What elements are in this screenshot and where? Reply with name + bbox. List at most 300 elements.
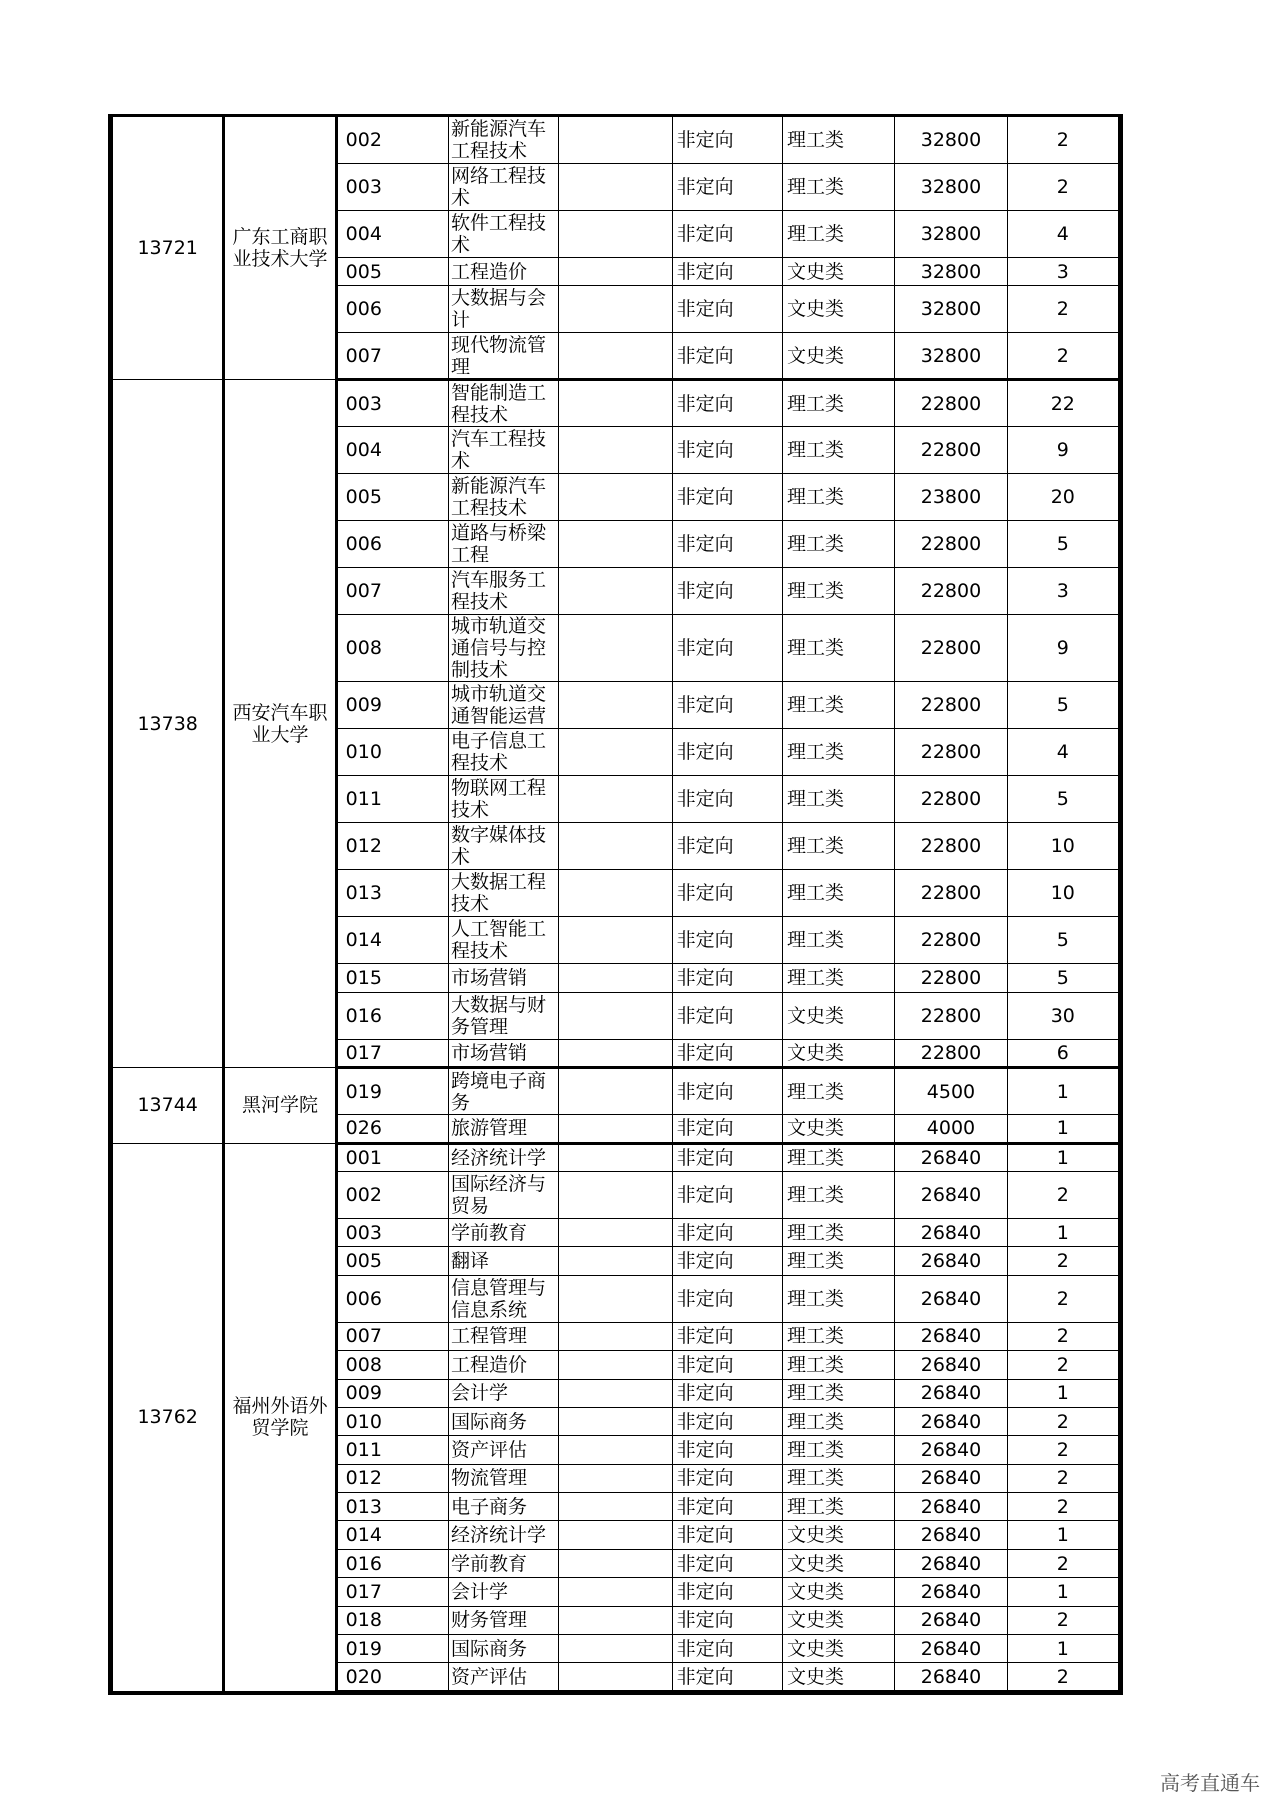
major-name: 城市轨道交通信号与控制技术: [448, 615, 558, 682]
major-code: 011: [336, 776, 448, 823]
category: 理工类: [782, 568, 894, 615]
direction: 非定向: [672, 1635, 782, 1663]
plan-count: 1: [1007, 1068, 1119, 1115]
plan-count: 9: [1007, 615, 1119, 682]
major-name: 翻译: [448, 1247, 558, 1275]
tuition-fee: 32800: [895, 333, 1007, 380]
major-name: 物流管理: [448, 1464, 558, 1492]
category: 理工类: [782, 1247, 894, 1275]
institution-name: 广东工商职业技术大学: [224, 117, 336, 380]
major-name: 数字媒体技术: [448, 823, 558, 870]
major-name: 道路与桥梁工程: [448, 521, 558, 568]
direction: 非定向: [672, 380, 782, 427]
direction: 非定向: [672, 164, 782, 211]
major-name: 大数据与会计: [448, 286, 558, 333]
major-name: 市场营销: [448, 964, 558, 992]
major-name: 城市轨道交通智能运营: [448, 682, 558, 729]
plan-count: 9: [1007, 427, 1119, 474]
remark-cell: [559, 1493, 672, 1521]
direction: 非定向: [672, 1171, 782, 1218]
major-name: 大数据与财务管理: [448, 992, 558, 1039]
remark-cell: [559, 333, 672, 380]
tuition-fee: 26840: [895, 1143, 1007, 1171]
direction: 非定向: [672, 682, 782, 729]
major-code: 016: [336, 1549, 448, 1577]
direction: 非定向: [672, 917, 782, 964]
category: 文史类: [782, 992, 894, 1039]
tuition-fee: 26840: [895, 1464, 1007, 1492]
remark-cell: [559, 211, 672, 258]
remark-cell: [559, 1322, 672, 1350]
plan-count: 30: [1007, 992, 1119, 1039]
major-code: 003: [336, 380, 448, 427]
direction: 非定向: [672, 1663, 782, 1691]
tuition-fee: 26840: [895, 1407, 1007, 1435]
remark-cell: [559, 776, 672, 823]
category: 文史类: [782, 1578, 894, 1606]
tuition-fee: 22800: [895, 1039, 1007, 1067]
tuition-fee: 32800: [895, 286, 1007, 333]
tuition-fee: 22800: [895, 682, 1007, 729]
category: 理工类: [782, 1322, 894, 1350]
category: 理工类: [782, 682, 894, 729]
direction: 非定向: [672, 211, 782, 258]
category: 理工类: [782, 1464, 894, 1492]
remark-cell: [559, 1351, 672, 1379]
tuition-fee: 26840: [895, 1635, 1007, 1663]
category: 理工类: [782, 870, 894, 917]
major-name: 新能源汽车工程技术: [448, 117, 558, 164]
tuition-fee: 22800: [895, 615, 1007, 682]
major-name: 经济统计学: [448, 1143, 558, 1171]
plan-count: 1: [1007, 1635, 1119, 1663]
direction: 非定向: [672, 1247, 782, 1275]
category: 理工类: [782, 474, 894, 521]
category: 理工类: [782, 1493, 894, 1521]
plan-count: 2: [1007, 1322, 1119, 1350]
major-name: 国际商务: [448, 1635, 558, 1663]
major-name: 软件工程技术: [448, 211, 558, 258]
category: 理工类: [782, 1218, 894, 1246]
major-name: 国际商务: [448, 1407, 558, 1435]
plan-count: 4: [1007, 729, 1119, 776]
major-code: 018: [336, 1606, 448, 1634]
major-name: 现代物流管理: [448, 333, 558, 380]
category: 文史类: [782, 333, 894, 380]
major-code: 003: [336, 164, 448, 211]
category: 理工类: [782, 211, 894, 258]
major-code: 015: [336, 964, 448, 992]
remark-cell: [559, 682, 672, 729]
plan-count: 1: [1007, 1578, 1119, 1606]
category: 理工类: [782, 1171, 894, 1218]
category: 理工类: [782, 917, 894, 964]
enrollment-plan-table: [110, 116, 1121, 1693]
category: 理工类: [782, 1068, 894, 1115]
remark-cell: [559, 1578, 672, 1606]
direction: 非定向: [672, 992, 782, 1039]
major-code: 013: [336, 870, 448, 917]
major-name: 国际经济与贸易: [448, 1171, 558, 1218]
plan-count: 2: [1007, 1493, 1119, 1521]
plan-count: 2: [1007, 1606, 1119, 1634]
plan-count: 1: [1007, 1115, 1119, 1143]
remark-cell: [559, 164, 672, 211]
tuition-fee: 4000: [895, 1115, 1007, 1143]
remark-cell: [559, 1039, 672, 1067]
major-name: 电子信息工程技术: [448, 729, 558, 776]
remark-cell: [559, 427, 672, 474]
major-code: 026: [336, 1115, 448, 1143]
remark-cell: [559, 1436, 672, 1464]
plan-count: 2: [1007, 286, 1119, 333]
plan-count: 3: [1007, 568, 1119, 615]
major-name: 电子商务: [448, 1493, 558, 1521]
major-code: 014: [336, 1521, 448, 1549]
institution-name: 黑河学院: [224, 1068, 336, 1143]
major-name: 会计学: [448, 1578, 558, 1606]
major-name: 物联网工程技术: [448, 776, 558, 823]
plan-count: 2: [1007, 1351, 1119, 1379]
category: 理工类: [782, 615, 894, 682]
category: 理工类: [782, 729, 894, 776]
plan-count: 2: [1007, 164, 1119, 211]
plan-count: 2: [1007, 1275, 1119, 1322]
major-code: 019: [336, 1635, 448, 1663]
major-code: 009: [336, 682, 448, 729]
direction: 非定向: [672, 1115, 782, 1143]
plan-count: 2: [1007, 1549, 1119, 1577]
table-row: [112, 1068, 1120, 1115]
category: 文史类: [782, 1521, 894, 1549]
tuition-fee: 23800: [895, 474, 1007, 521]
tuition-fee: 26840: [895, 1351, 1007, 1379]
tuition-fee: 22800: [895, 568, 1007, 615]
major-code: 005: [336, 258, 448, 286]
direction: 非定向: [672, 1322, 782, 1350]
tuition-fee: 22800: [895, 729, 1007, 776]
category: 理工类: [782, 1379, 894, 1407]
remark-cell: [559, 1218, 672, 1246]
major-code: 007: [336, 1322, 448, 1350]
major-code: 010: [336, 729, 448, 776]
category: 文史类: [782, 1039, 894, 1067]
institution-name: 西安汽车职业大学: [224, 380, 336, 1068]
direction: 非定向: [672, 1493, 782, 1521]
tuition-fee: 26840: [895, 1549, 1007, 1577]
major-code: 019: [336, 1068, 448, 1115]
major-code: 013: [336, 1493, 448, 1521]
remark-cell: [559, 1521, 672, 1549]
major-code: 003: [336, 1218, 448, 1246]
category: 理工类: [782, 964, 894, 992]
category: 理工类: [782, 117, 894, 164]
remark-cell: [559, 1275, 672, 1322]
tuition-fee: 26840: [895, 1322, 1007, 1350]
direction: 非定向: [672, 1351, 782, 1379]
remark-cell: [559, 1407, 672, 1435]
category: 理工类: [782, 1275, 894, 1322]
major-name: 跨境电子商务: [448, 1068, 558, 1115]
table-row: [112, 117, 1120, 164]
plan-count: 2: [1007, 1464, 1119, 1492]
plan-count: 2: [1007, 1171, 1119, 1218]
category: 理工类: [782, 1351, 894, 1379]
direction: 非定向: [672, 1379, 782, 1407]
major-name: 大数据工程技术: [448, 870, 558, 917]
plan-count: 2: [1007, 1436, 1119, 1464]
major-code: 004: [336, 427, 448, 474]
institution-code: 13744: [112, 1068, 224, 1143]
remark-cell: [559, 1379, 672, 1407]
remark-cell: [559, 1663, 672, 1691]
major-name: 信息管理与信息系统: [448, 1275, 558, 1322]
remark-cell: [559, 1143, 672, 1171]
major-name: 智能制造工程技术: [448, 380, 558, 427]
major-code: 002: [336, 1171, 448, 1218]
major-code: 007: [336, 333, 448, 380]
major-code: 006: [336, 521, 448, 568]
plan-count: 2: [1007, 117, 1119, 164]
table-row: [112, 380, 1120, 427]
major-name: 会计学: [448, 1379, 558, 1407]
tuition-fee: 32800: [895, 164, 1007, 211]
remark-cell: [559, 917, 672, 964]
direction: 非定向: [672, 1521, 782, 1549]
major-name: 经济统计学: [448, 1521, 558, 1549]
direction: 非定向: [672, 258, 782, 286]
plan-count: 1: [1007, 1218, 1119, 1246]
tuition-fee: 26840: [895, 1171, 1007, 1218]
category: 文史类: [782, 258, 894, 286]
direction: 非定向: [672, 615, 782, 682]
tuition-fee: 26840: [895, 1247, 1007, 1275]
watermark: 高考直通车: [1160, 1771, 1260, 1795]
plan-count: 10: [1007, 870, 1119, 917]
tuition-fee: 32800: [895, 117, 1007, 164]
major-code: 004: [336, 211, 448, 258]
direction: 非定向: [672, 1578, 782, 1606]
plan-count: 1: [1007, 1379, 1119, 1407]
major-name: 工程管理: [448, 1322, 558, 1350]
major-code: 020: [336, 1663, 448, 1691]
plan-count: 5: [1007, 964, 1119, 992]
direction: 非定向: [672, 474, 782, 521]
plan-count: 5: [1007, 682, 1119, 729]
category: 文史类: [782, 1115, 894, 1143]
major-name: 财务管理: [448, 1606, 558, 1634]
remark-cell: [559, 117, 672, 164]
remark-cell: [559, 1635, 672, 1663]
major-name: 工程造价: [448, 1351, 558, 1379]
remark-cell: [559, 380, 672, 427]
tuition-fee: 26840: [895, 1436, 1007, 1464]
direction: 非定向: [672, 1549, 782, 1577]
institution-code: 13762: [112, 1143, 224, 1691]
direction: 非定向: [672, 870, 782, 917]
tuition-fee: 26840: [895, 1218, 1007, 1246]
category: 文史类: [782, 1549, 894, 1577]
category: 理工类: [782, 1143, 894, 1171]
plan-count: 1: [1007, 1143, 1119, 1171]
tuition-fee: 4500: [895, 1068, 1007, 1115]
major-code: 006: [336, 286, 448, 333]
tuition-fee: 26840: [895, 1663, 1007, 1691]
category: 理工类: [782, 380, 894, 427]
direction: 非定向: [672, 117, 782, 164]
remark-cell: [559, 1068, 672, 1115]
major-code: 011: [336, 1436, 448, 1464]
remark-cell: [559, 1171, 672, 1218]
major-name: 学前教育: [448, 1218, 558, 1246]
major-name: 网络工程技术: [448, 164, 558, 211]
direction: 非定向: [672, 1218, 782, 1246]
tuition-fee: 22800: [895, 992, 1007, 1039]
direction: 非定向: [672, 1407, 782, 1435]
tuition-fee: 32800: [895, 211, 1007, 258]
plan-count: 2: [1007, 333, 1119, 380]
major-code: 014: [336, 917, 448, 964]
major-code: 008: [336, 615, 448, 682]
major-code: 006: [336, 1275, 448, 1322]
major-code: 002: [336, 117, 448, 164]
major-code: 005: [336, 474, 448, 521]
remark-cell: [559, 521, 672, 568]
plan-count: 2: [1007, 1663, 1119, 1691]
tuition-fee: 26840: [895, 1521, 1007, 1549]
plan-count: 10: [1007, 823, 1119, 870]
remark-cell: [559, 823, 672, 870]
major-code: 008: [336, 1351, 448, 1379]
category: 文史类: [782, 1635, 894, 1663]
major-name: 汽车工程技术: [448, 427, 558, 474]
direction: 非定向: [672, 1068, 782, 1115]
direction: 非定向: [672, 729, 782, 776]
major-name: 资产评估: [448, 1663, 558, 1691]
remark-cell: [559, 964, 672, 992]
tuition-fee: 22800: [895, 380, 1007, 427]
major-name: 资产评估: [448, 1436, 558, 1464]
plan-count: 2: [1007, 1407, 1119, 1435]
institution-name: 福州外语外贸学院: [224, 1143, 336, 1691]
tuition-fee: 26840: [895, 1493, 1007, 1521]
category: 理工类: [782, 521, 894, 568]
major-name: 汽车服务工程技术: [448, 568, 558, 615]
direction: 非定向: [672, 427, 782, 474]
major-code: 017: [336, 1578, 448, 1606]
direction: 非定向: [672, 568, 782, 615]
tuition-fee: 22800: [895, 917, 1007, 964]
major-code: 001: [336, 1143, 448, 1171]
plan-count: 2: [1007, 1247, 1119, 1275]
category: 理工类: [782, 427, 894, 474]
direction: 非定向: [672, 776, 782, 823]
major-code: 005: [336, 1247, 448, 1275]
direction: 非定向: [672, 964, 782, 992]
major-code: 012: [336, 1464, 448, 1492]
direction: 非定向: [672, 1436, 782, 1464]
tuition-fee: 22800: [895, 776, 1007, 823]
plan-count: 1: [1007, 1521, 1119, 1549]
major-code: 012: [336, 823, 448, 870]
category: 理工类: [782, 823, 894, 870]
tuition-fee: 22800: [895, 964, 1007, 992]
tuition-fee: 22800: [895, 823, 1007, 870]
direction: 非定向: [672, 333, 782, 380]
tuition-fee: 26840: [895, 1275, 1007, 1322]
tuition-fee: 26840: [895, 1578, 1007, 1606]
remark-cell: [559, 992, 672, 1039]
plan-count: 4: [1007, 211, 1119, 258]
major-name: 新能源汽车工程技术: [448, 474, 558, 521]
category: 文史类: [782, 286, 894, 333]
major-code: 016: [336, 992, 448, 1039]
major-code: 010: [336, 1407, 448, 1435]
major-code: 017: [336, 1039, 448, 1067]
category: 理工类: [782, 1407, 894, 1435]
direction: 非定向: [672, 1143, 782, 1171]
plan-count: 5: [1007, 521, 1119, 568]
major-name: 学前教育: [448, 1549, 558, 1577]
remark-cell: [559, 1464, 672, 1492]
plan-count: 20: [1007, 474, 1119, 521]
tuition-fee: 26840: [895, 1606, 1007, 1634]
plan-count: 22: [1007, 380, 1119, 427]
remark-cell: [559, 615, 672, 682]
plan-count: 3: [1007, 258, 1119, 286]
major-code: 007: [336, 568, 448, 615]
direction: 非定向: [672, 1464, 782, 1492]
major-name: 人工智能工程技术: [448, 917, 558, 964]
institution-code: 13738: [112, 380, 224, 1068]
remark-cell: [559, 568, 672, 615]
major-name: 市场营销: [448, 1039, 558, 1067]
direction: 非定向: [672, 823, 782, 870]
direction: 非定向: [672, 286, 782, 333]
direction: 非定向: [672, 521, 782, 568]
remark-cell: [559, 729, 672, 776]
remark-cell: [559, 1606, 672, 1634]
tuition-fee: 22800: [895, 870, 1007, 917]
plan-count: 5: [1007, 917, 1119, 964]
tuition-fee: 22800: [895, 521, 1007, 568]
remark-cell: [559, 1115, 672, 1143]
table-body: [112, 117, 1120, 1692]
tuition-fee: 26840: [895, 1379, 1007, 1407]
category: 理工类: [782, 1436, 894, 1464]
category: 理工类: [782, 164, 894, 211]
direction: 非定向: [672, 1606, 782, 1634]
plan-count: 6: [1007, 1039, 1119, 1067]
tuition-fee: 32800: [895, 258, 1007, 286]
table-row: [112, 1143, 1120, 1171]
major-code: 009: [336, 1379, 448, 1407]
category: 理工类: [782, 776, 894, 823]
institution-code: 13721: [112, 117, 224, 380]
major-name: 旅游管理: [448, 1115, 558, 1143]
direction: 非定向: [672, 1275, 782, 1322]
remark-cell: [559, 474, 672, 521]
tuition-fee: 22800: [895, 427, 1007, 474]
direction: 非定向: [672, 1039, 782, 1067]
remark-cell: [559, 1549, 672, 1577]
remark-cell: [559, 1247, 672, 1275]
remark-cell: [559, 286, 672, 333]
major-name: 工程造价: [448, 258, 558, 286]
category: 文史类: [782, 1606, 894, 1634]
category: 文史类: [782, 1663, 894, 1691]
plan-count: 5: [1007, 776, 1119, 823]
